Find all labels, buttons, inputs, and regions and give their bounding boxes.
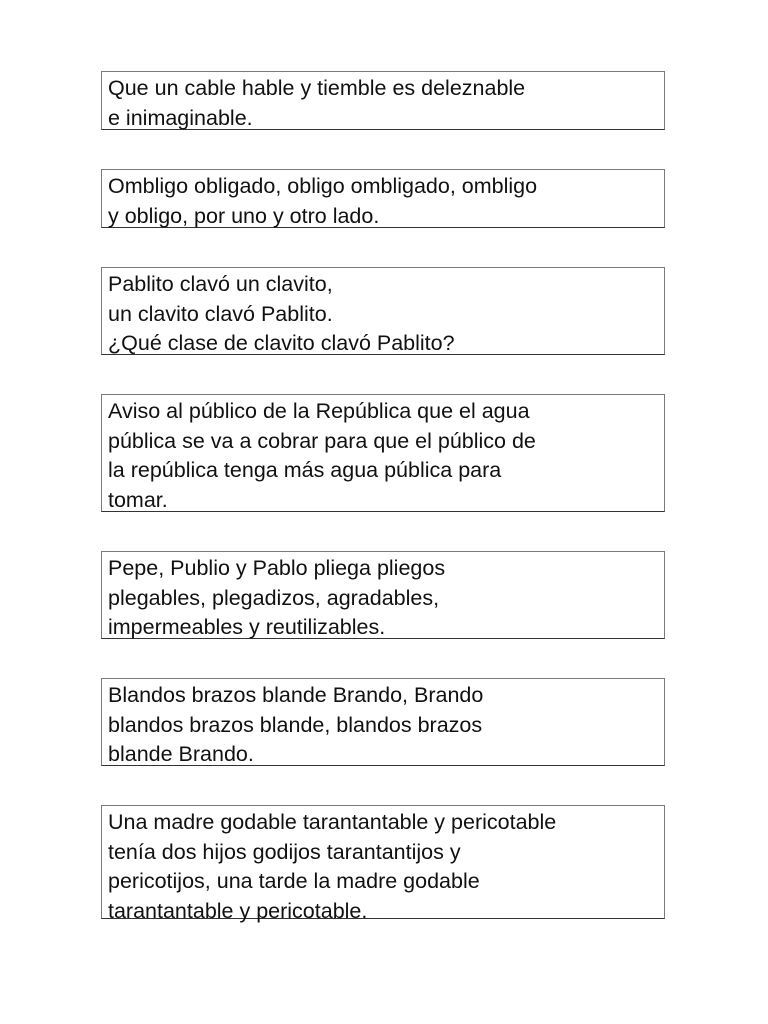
text-line: pública se va a cobrar para que el público de <box>108 428 536 453</box>
tongue-twister-card-pablito <box>101 267 665 355</box>
text-line: plegables, plegadizos, agradables, <box>108 585 440 610</box>
text-line: y obligo, por uno y otro lado. <box>108 203 380 228</box>
text-line: Aviso al público de la República que el agua <box>108 399 530 423</box>
tongue-twister-card-brando <box>101 678 665 766</box>
text-line: Una madre godable tarantantable y pericotable <box>108 810 557 834</box>
text-line: Ombligo obligado, obligo ombligado, ombligo <box>108 174 538 198</box>
text-line: Blandos brazos blande Brando, Brando <box>108 683 484 707</box>
text-line: e inimaginable. <box>108 105 253 130</box>
text-line: un clavito clavó Pablito. <box>108 301 333 326</box>
tongue-twister-card-ombligo <box>101 169 665 228</box>
tongue-twister-card-pliegos <box>101 551 665 639</box>
text-line: tenía dos hijos godijos tarantantijos y <box>108 839 461 864</box>
tongue-twister-card-cable <box>101 71 665 130</box>
text-line: ¿Qué clase de clavito clavó Pablito? <box>108 331 455 355</box>
tongue-twister-card-madre-godable <box>101 805 665 923</box>
text-line: blandos brazos blande, blandos brazos <box>108 712 483 737</box>
text-line: Que un cable hable y tiemble es deleznable <box>108 76 526 100</box>
text-line: impermeables y reutilizables. <box>108 615 386 639</box>
text-line: Pepe, Publio y Pablo pliega pliegos <box>108 556 446 580</box>
text-line: Pablito clavó un clavito, <box>108 272 333 296</box>
text-line: tarantantable y pericotable. <box>108 898 368 923</box>
tongue-twister-card-republica <box>101 394 665 512</box>
text-line: tomar. <box>108 487 168 512</box>
text-line: pericotijos, una tarde la madre godable <box>108 869 480 893</box>
text-line: la república tenga más agua pública para <box>108 458 502 482</box>
text-line: blande Brando. <box>108 742 254 766</box>
